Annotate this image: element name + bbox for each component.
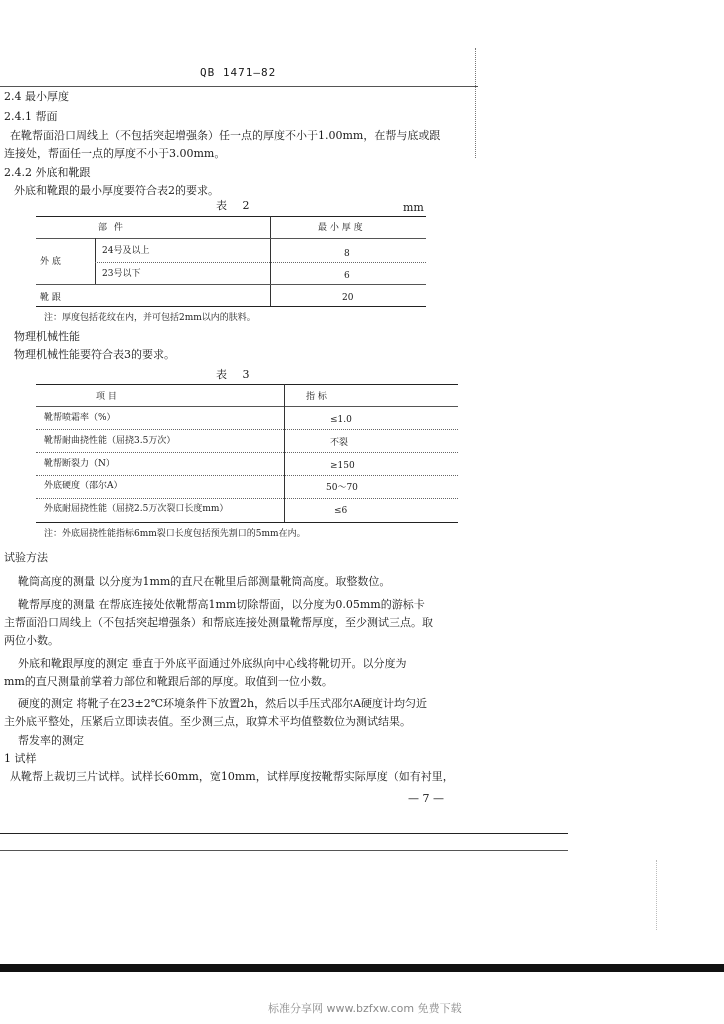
paragraph-line: 靴筒高度的测量 以分度为1mm的直尺在靴里后部测量靴筒高度。取整数位。: [18, 575, 391, 588]
table2-note: 注：厚度包括花纹在内，并可包括2mm以内的肤料。: [44, 313, 256, 323]
table3-caption: 表 3: [216, 368, 256, 381]
footer-rule: [0, 850, 568, 851]
table3-spec: ≤6: [334, 506, 348, 516]
table2-col-divider: [270, 216, 271, 306]
scan-edge-mark: [656, 860, 657, 930]
table3-spec: ≤1.0: [330, 415, 352, 425]
table3-header-rule: [36, 406, 458, 407]
section-heading-physical: 物理机械性能: [14, 330, 80, 343]
table2-outsole-label: 外 底: [40, 257, 61, 267]
page-number: — 7 —: [408, 792, 444, 805]
paragraph-line: 两位小数。: [4, 634, 59, 647]
table2-row-divider: [95, 238, 96, 284]
table3-item: 靴帮喷霜率（%）: [44, 413, 116, 423]
table2-row-rule: [36, 284, 426, 285]
table3-item: 外底耐屈挠性能（屈挠2.5万次裂口长度mm）: [44, 504, 229, 514]
table3-spec: 不裂: [330, 438, 349, 448]
table3-bottom-rule: [36, 522, 458, 523]
paragraph-line: 连接处，帮面任一点的厚度不小于3.00mm。: [4, 147, 226, 160]
table2-top-rule: [36, 216, 426, 217]
table2-col-part: 部 件: [98, 223, 125, 233]
paragraph-line: 外底和靴跟的最小厚度要符合表2的要求。: [14, 184, 219, 197]
paragraph-line: 物理机械性能要符合表3的要求。: [14, 348, 175, 361]
paragraph-line: 从靴帮上裁切三片试样。试样长60mm，宽10mm，试样厚度按靴帮实际厚度（如有衬里，: [10, 770, 454, 783]
paragraph-line: 在靴帮面沿口周线上（不包括突起增强条）任一点的厚度不小于1.00mm，在帮与底或跟: [10, 129, 441, 142]
paragraph-line: 帮发率的测定: [18, 734, 84, 747]
table3-item: 外底硬度（邵尔A）: [44, 481, 123, 491]
table2-bottom-rule: [36, 306, 426, 307]
table3-col-item: 项 目: [96, 392, 117, 402]
paragraph-line: mm的直尺测量前掌着力部位和靴跟后部的厚度。取值到一位小数。: [4, 675, 333, 688]
table3-item: 靴帮断裂力（N）: [44, 459, 115, 469]
table2-heel-label: 靴 跟: [40, 293, 61, 303]
table3-row-rule: [36, 452, 458, 453]
scan-bottom-bar: [0, 964, 724, 972]
paragraph-line: 靴帮厚度的测量 在帮底连接处依靴帮高1mm切除帮面，以分度为0.05mm的游标卡: [18, 598, 425, 611]
table3-col-divider: [284, 384, 285, 522]
table2-size: 23号以下: [102, 269, 141, 279]
section-heading-2-4-2: 2.4.2 外底和靴跟: [4, 166, 91, 179]
document-code: QB 1471—82: [200, 66, 277, 79]
table2-sub-rule: [95, 262, 426, 263]
table3-row-rule: [36, 498, 458, 499]
section-heading-sample: 1 试样: [4, 752, 37, 765]
section-heading-test-methods: 试验方法: [4, 551, 48, 564]
table3-note: 注：外底屈挠性能指标6mm裂口长度包括预先割口的5mm在内。: [44, 529, 306, 539]
table2-value: 8: [344, 249, 350, 259]
table2-unit: mm: [403, 201, 424, 214]
paragraph-line: 主外底平整处，压紧后立即读表值。至少测三点，取算术平均值整数位为测试结果。: [4, 715, 411, 728]
section-heading-2-4: 2.4 最小厚度: [4, 90, 69, 103]
margin-mark: [475, 48, 476, 158]
table3-col-spec: 指 标: [306, 392, 327, 402]
table3-spec: 50～70: [326, 483, 358, 493]
table3-row-rule: [36, 475, 458, 476]
paragraph-line: 硬度的测定 将靴子在23±2℃环境条件下放置2h，然后以手压式邵尔A硬度计均匀近: [18, 697, 428, 710]
paragraph-line: 主帮面沿口周线上（不包括突起增强条）和帮底连接处测量靴帮厚度，至少测试三点。取: [4, 616, 433, 629]
header-rule: [0, 86, 478, 87]
table3-item: 靴帮耐曲挠性能（屈挠3.5万次）: [44, 436, 176, 446]
table2-caption: 表 2: [216, 199, 256, 212]
table3-row-rule: [36, 429, 458, 430]
watermark-text: 标准分享网 www.bzfxw.com 免费下载: [268, 1002, 462, 1015]
table2-heel-value: 20: [342, 293, 354, 303]
footer-rule: [0, 833, 568, 834]
table3-top-rule: [36, 384, 458, 385]
table2-col-min: 最 小 厚 度: [318, 223, 363, 233]
table3-spec: ≥150: [330, 461, 355, 471]
paragraph-line: 外底和靴跟厚度的测定 垂直于外底平面通过外底纵向中心线将靴切开。以分度为: [18, 657, 407, 670]
section-heading-2-4-1: 2.4.1 帮面: [4, 110, 58, 123]
table2-value: 6: [344, 271, 350, 281]
table2-size: 24号及以上: [102, 246, 150, 256]
